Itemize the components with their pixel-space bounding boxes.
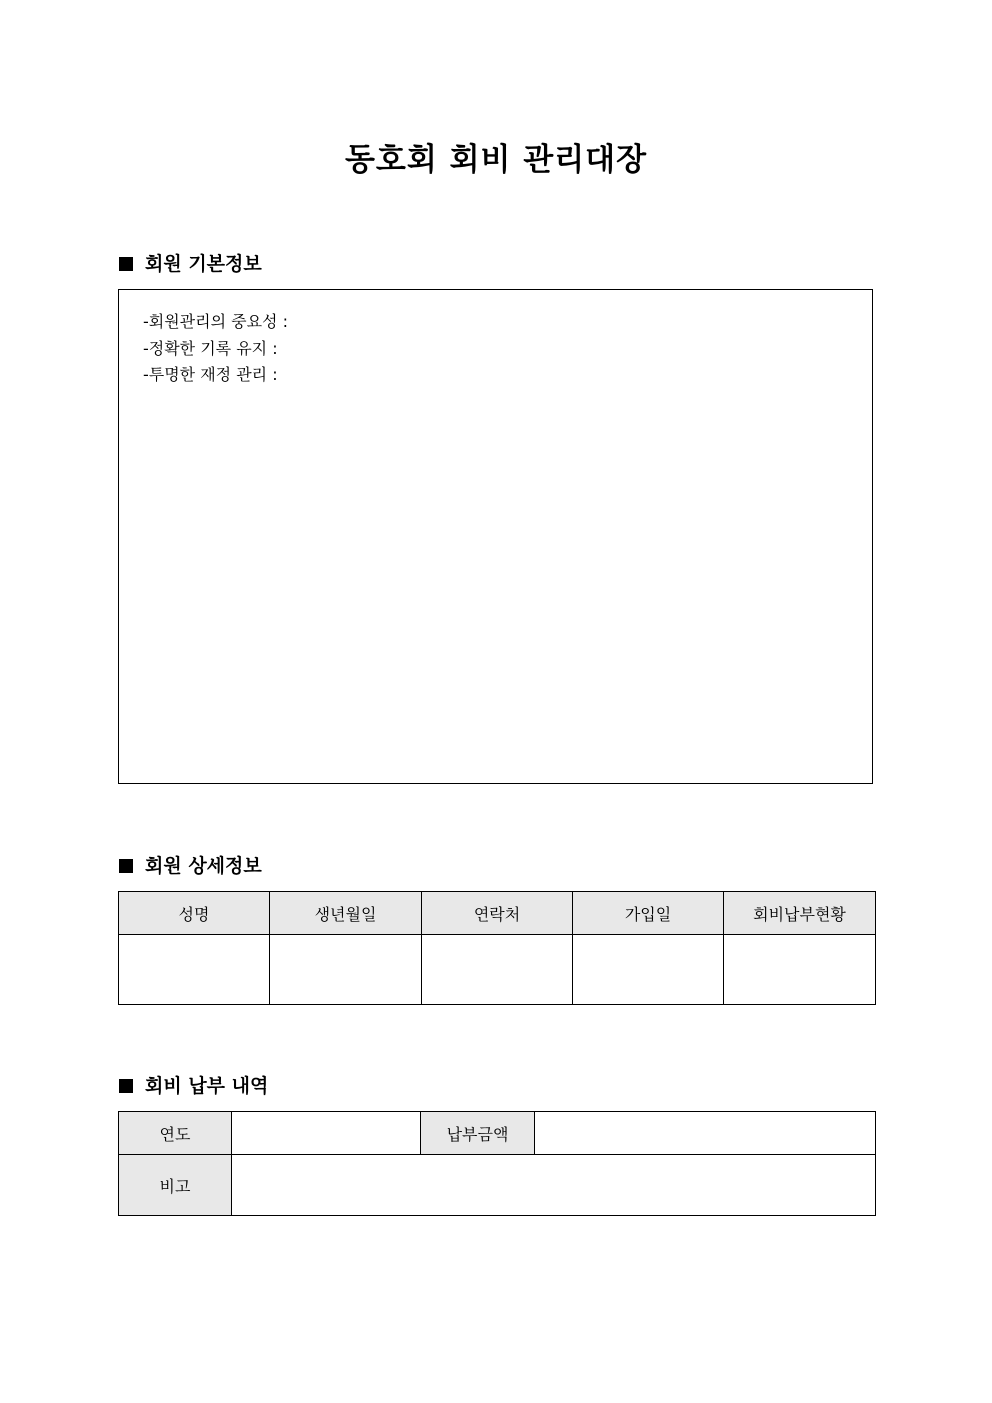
section-heading-label: 회원 기본정보: [145, 253, 262, 275]
cell-contact[interactable]: [422, 935, 573, 1005]
note-value-cell[interactable]: [232, 1155, 876, 1216]
info-line-importance: -회원관리의 중요성 :: [143, 312, 288, 331]
table-row: [119, 1112, 876, 1155]
section-heading-basic-info: [119, 253, 262, 275]
amount-label: 납부금액: [421, 1112, 535, 1155]
section-heading-label: 회비 납부 내역: [145, 1075, 269, 1097]
cell-join-date[interactable]: [573, 935, 724, 1005]
cell-name[interactable]: [119, 935, 270, 1005]
info-line-transparent-finance: -투명한 재정 관리 :: [143, 365, 278, 384]
section-heading-fee-record: [119, 1075, 268, 1097]
column-header-name: 성명: [119, 892, 270, 935]
square-bullet-icon: [119, 859, 133, 873]
column-header-birthdate: 생년월일: [270, 892, 422, 935]
document-title: 동호회 회비 관리대장: [344, 142, 648, 178]
year-label: 연도: [119, 1112, 232, 1155]
cell-fee-status[interactable]: [724, 935, 876, 1005]
note-label: 비고: [119, 1155, 232, 1216]
amount-value-cell[interactable]: [535, 1112, 876, 1155]
table-header-row: [119, 892, 876, 935]
section-heading-label: 회원 상세정보: [145, 855, 262, 877]
table-row: [119, 935, 876, 1005]
column-header-fee-status: 회비납부현황: [724, 892, 876, 935]
square-bullet-icon: [119, 1079, 133, 1093]
basic-info-lines: [143, 309, 288, 389]
info-line-accurate-records: -정확한 기록 유지 :: [143, 338, 278, 358]
cell-birthdate[interactable]: [270, 935, 422, 1005]
column-header-join-date: 가입일: [573, 892, 724, 935]
table-row: [119, 1155, 876, 1216]
square-bullet-icon: [119, 257, 133, 271]
member-detail-table: [118, 891, 876, 1005]
section-heading-detail-info: [119, 855, 262, 877]
year-value-cell[interactable]: [232, 1112, 421, 1155]
column-header-contact: 연락처: [422, 892, 573, 935]
fee-record-table: [118, 1111, 876, 1216]
basic-info-box[interactable]: [118, 289, 873, 784]
